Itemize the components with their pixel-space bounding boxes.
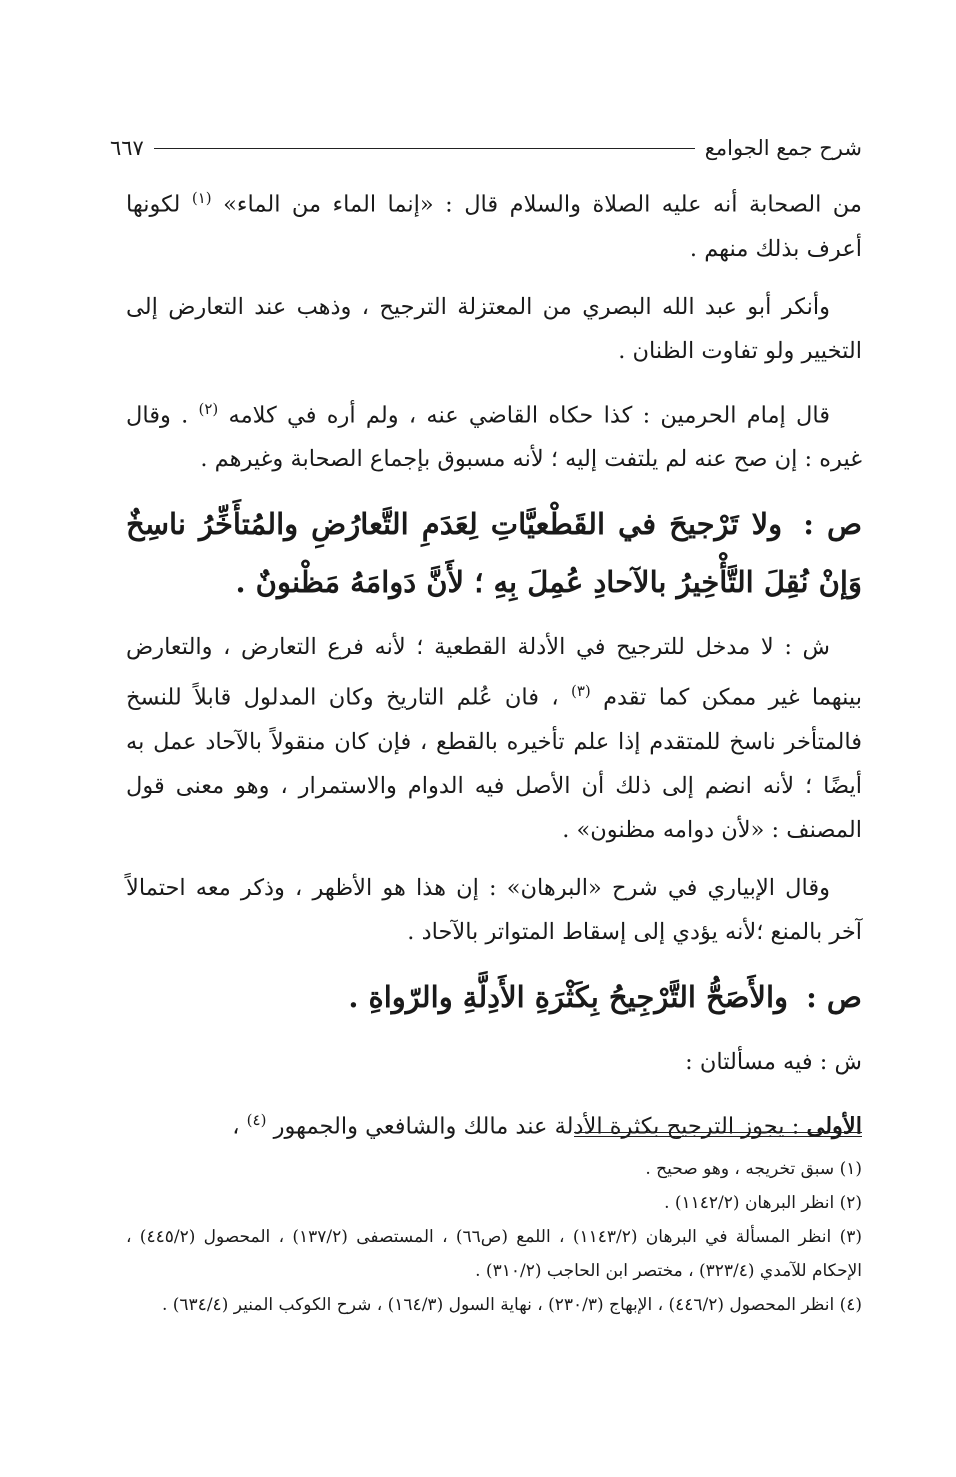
header-rule	[154, 148, 695, 149]
paragraph-3-text-b: . وقال غيره : إن صح عنه لم يلتفت إليه ؛ لأنه مسبوق بإجماع الصحابة وغيرهم .	[126, 402, 862, 472]
paragraph-3-text-a: قال إمام الحرمين : كذا حكاه القاضي عنه ، ولم أره في كلامه	[228, 402, 830, 428]
footnote-3: (٣) انظر المسألة في البرهان (١١٤٣/٢) ، اللمع (ص٦٦) ، المستصفى (١٣٧/٢) ، المحصول (٤٤٥/٢) ، الإحكام للآمدي (٣٢٣/٤) ، مختصر ابن الحاجب (٣١٠/٢) .	[126, 1227, 862, 1281]
matn-1-label: ص :	[803, 507, 863, 541]
matn-2-text: والأَصَحُّ التَّرْجِيحُ بِكَثْرَةِ الأَدِلَّةِ والرّواةِ .	[348, 979, 789, 1014]
paragraph-4-text-a: ش : لا مدخل للترجيح في الأدلة القطعية ؛ لأنه فرع التعارض ، والتعارض بينهما غير ممكن كما تقدم	[126, 634, 862, 711]
paragraph-3	[126, 387, 862, 482]
footnote-2: (٢) انظر البرهان (١١٤٢/٢) .	[664, 1193, 862, 1213]
footnote-separator	[574, 1132, 862, 1137]
footnote-ref-1: (١)	[191, 189, 212, 207]
footnotes	[126, 1152, 862, 1322]
footnote-ref-4: (٤)	[246, 1110, 267, 1129]
footnote-ref-2: (٢)	[198, 399, 219, 418]
matn-2	[126, 968, 862, 1026]
paragraph-7	[126, 1098, 862, 1149]
paragraph-7-end: ،	[232, 1113, 240, 1139]
footnote-ref-3: (٣)	[570, 682, 591, 700]
footnote-1: (١) سبق تخريجه ، وهو صحيح .	[645, 1159, 862, 1179]
matn-1	[126, 495, 862, 611]
paragraph-7-label: الأولى	[806, 1113, 862, 1139]
paragraph-1-text: من الصحابة أنه عليه الصلاة والسلام قال : «إنما الماء من الماء»	[223, 191, 862, 218]
paragraph-6: ش : فيه مسألتان :	[685, 1048, 862, 1075]
matn-2-label: ص :	[806, 979, 862, 1014]
paragraph-4-text-b: ، فان عُلم التاريخ وكان المدلول قابلاً للنسخ فالمتأخر ناسخ للمتقدم إذا علم تأخيره بالقطع ، فإن كان منقولاً بالآحاد عمل به أيضًا ؛ لأنه انضم إلى ذلك أن الأصل فيه الدوام والاستمرار ، وهو معنى قول المصنف : «لأن دوامه مظنون» .	[126, 684, 862, 843]
paragraph-2: وأنكر أبو عبد الله البصري من المعتزلة الترجيح ، وذهب عند التعارض إلى التخيير ولو تفاوت الظنان .	[126, 293, 862, 364]
footnote-4: (٤) انظر المحصول (٤٤٦/٢) ، الإبهاج (٢٣٠/٣) ، نهاية السول (١٦٤/٣) ، شرح الكوكب المنير (٦٣٤/٤) .	[161, 1295, 862, 1315]
paragraph-7-text: : يجوز الترجيح بكثرة الأدلة عند مالك والشافعي والجمهور	[273, 1113, 800, 1139]
paragraph-4	[126, 625, 862, 852]
paragraph-1	[126, 176, 862, 271]
paragraph-1-end: لكونها أعرف بذلك منهم .	[126, 191, 862, 262]
page-number: ٦٦٧	[110, 136, 144, 160]
main-text	[126, 176, 862, 1162]
header-title: شرح جمع الجوامع	[704, 136, 862, 160]
paragraph-5: وقال الإبياري في شرح «البرهان» : إن هذا هو الأظهر ، وذكر معه احتمالاً آخر بالمنع ؛لأنه يؤدي إلى إسقاط المتواتر بالآحاد .	[126, 874, 862, 945]
matn-1-text: ولا تَرْجيحَ في القَطْعيَّاتِ لِعَدَمِ التَّعارُضِ والمُتأَخِّرُ ناسِخٌ وَإنْ نُقِلَ التَّأْخِيرُ بالآحادِ عُمِلَ بِهِ ؛ لأَنَّ دَوامَهُ مَظْنونٌ .	[126, 507, 862, 599]
running-header	[110, 128, 862, 168]
